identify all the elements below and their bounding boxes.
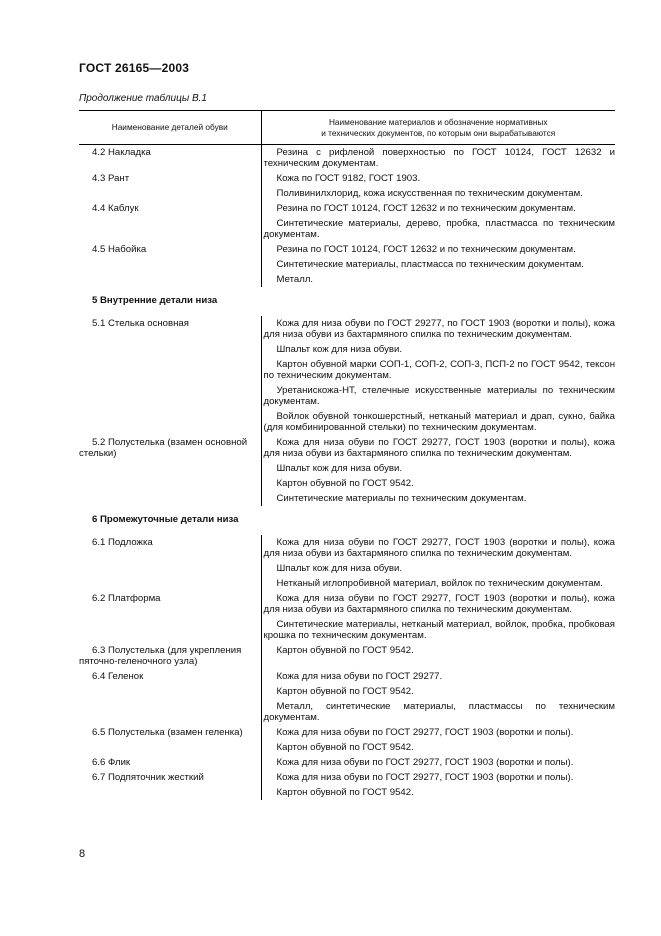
- part-name-cell: 6.1 Подложка: [79, 535, 261, 561]
- table-header-row: [79, 111, 615, 145]
- material-cell: Кожа для низа обуви по ГОСТ 29277, ГОСТ 1903 (воротки и полы), кожа для низа обуви из бахтармяного спилка по техническим документам.: [263, 593, 615, 615]
- material-cell: Картон обувной по ГОСТ 9542.: [276, 645, 414, 656]
- part-name-cell: [79, 461, 261, 476]
- part-name-cell: 4.5 Набойка: [79, 242, 261, 257]
- part-name-cell: 6.2 Платформа: [79, 591, 261, 617]
- part-name-cell: [79, 272, 261, 287]
- material-cell: Шпальт кож для низа обуви.: [276, 563, 402, 574]
- table-row: [79, 684, 615, 699]
- part-name-cell: [79, 383, 261, 409]
- material-cell: Нетканый иглопробивной материал, войлок по техническим документам.: [276, 578, 603, 589]
- table-row: [79, 357, 615, 383]
- part-name-cell: 6.7 Подпяточник жесткий: [79, 770, 261, 785]
- material-cell: Шпальт кож для низа обуви.: [276, 463, 402, 474]
- part-name-cell: 4.4 Каблук: [79, 201, 261, 216]
- table-continuation-caption: Продолжение таблицы В.1: [79, 93, 207, 104]
- part-name-cell: [79, 216, 261, 242]
- part-name-cell: 5.2 Полустелька (взамен основной стельки): [79, 435, 261, 461]
- materials-table: [79, 110, 615, 800]
- part-name-cell: 5.1 Стелька основная: [79, 316, 261, 342]
- part-name-cell: [79, 491, 261, 506]
- table-row: [79, 201, 615, 216]
- table-row: [79, 755, 615, 770]
- part-name-cell: [79, 186, 261, 201]
- part-name-cell: [79, 357, 261, 383]
- table-row: [79, 461, 615, 476]
- section-heading-row: [79, 287, 615, 316]
- page-number: 8: [79, 848, 86, 860]
- part-name-cell: [79, 257, 261, 272]
- section-heading-row: [79, 506, 615, 535]
- section-heading: 5 Внутренние детали низа: [92, 295, 218, 306]
- column-header-materials-line1: Наименование материалов и обозначение нормативных: [328, 116, 548, 127]
- material-cell: Синтетические материалы, пластмасса по техническим документам.: [276, 259, 584, 270]
- part-name-cell: [79, 740, 261, 755]
- material-cell: Резина по ГОСТ 10124, ГОСТ 12632 и по техническим документам.: [276, 244, 576, 255]
- table-row: [79, 476, 615, 491]
- table-row: [79, 435, 615, 461]
- material-cell: Металл.: [276, 274, 314, 285]
- section-heading: 6 Промежуточные детали низа: [92, 514, 239, 525]
- table-row: [79, 725, 615, 740]
- material-cell: Синтетические материалы по техническим документам.: [276, 493, 527, 504]
- table-row: [79, 785, 615, 800]
- table-row: [79, 186, 615, 201]
- table-row: [79, 591, 615, 617]
- material-cell: Картон обувной по ГОСТ 9542.: [276, 787, 414, 798]
- table-row: [79, 617, 615, 643]
- table-row: [79, 342, 615, 357]
- part-name-cell: [79, 561, 261, 576]
- table-row: [79, 383, 615, 409]
- column-header-parts: Наименование деталей обуви: [79, 111, 261, 145]
- part-name-cell: [79, 699, 261, 725]
- part-name-cell: 6.3 Полустелька (для укрепления пяточно-геленочного узла): [79, 643, 261, 669]
- table-body: [79, 145, 615, 801]
- part-name-cell: 6.6 Флик: [79, 755, 261, 770]
- part-name-cell: 6.5 Полустелька (взамен геленка): [79, 725, 261, 740]
- material-cell: Поливинилхлорид, кожа искусственная по техническим документам.: [276, 188, 583, 199]
- table-row: [79, 491, 615, 506]
- column-header-materials: [261, 111, 615, 145]
- material-cell: Уретанискожа-НТ, стелечные искусственные материалы по техническим документам.: [263, 385, 615, 407]
- table-row: [79, 669, 615, 684]
- table-row: [79, 216, 615, 242]
- material-cell: Резина с рифленой поверхностью по ГОСТ 10124, ГОСТ 12632 и техническим документам.: [263, 147, 615, 169]
- material-cell: Войлок обувной тонкошерстный, нетканый материал и драп, сукно, байка (для комбинированной стельки) по техническим документам.: [263, 411, 615, 433]
- part-name-cell: [79, 409, 261, 435]
- material-cell: Синтетические материалы, нетканый материал, войлок, пробка, пробковая крошка по техническим документам.: [263, 619, 615, 641]
- part-name-cell: [79, 785, 261, 800]
- part-name-cell: [79, 476, 261, 491]
- table-row: [79, 272, 615, 287]
- material-cell: Кожа для низа обуви по ГОСТ 29277, ГОСТ 1903 (воротки и полы).: [276, 757, 574, 768]
- material-cell: Кожа для низа обуви по ГОСТ 29277, ГОСТ 1903 (воротки и полы).: [276, 727, 574, 738]
- table-row: [79, 770, 615, 785]
- material-cell: Кожа для низа обуви по ГОСТ 29277, по ГОСТ 1903 (воротки и полы), кожа для низа обуви из бахтармяного спилка по техническим документам.: [263, 318, 615, 340]
- material-cell: Кожа для низа обуви по ГОСТ 29277, ГОСТ 1903 (воротки и полы), кожа для низа обуви из бахтармяного спилка по техническим документам.: [263, 437, 615, 459]
- document-code: ГОСТ 26165—2003: [79, 61, 190, 75]
- material-cell: Резина по ГОСТ 10124, ГОСТ 12632 и по техническим документам.: [276, 203, 576, 214]
- column-header-materials-line2: и технических документов, по которым они вырабатываются: [321, 127, 556, 138]
- table-row: [79, 145, 615, 172]
- table-row: [79, 171, 615, 186]
- table-row: [79, 561, 615, 576]
- part-name-cell: [79, 576, 261, 591]
- table-row: [79, 409, 615, 435]
- material-cell: Кожа для низа обуви по ГОСТ 29277, ГОСТ 1903 (воротки и полы), кожа для низа обуви из бахтармяного спилка по техническим документам.: [263, 537, 615, 559]
- material-cell: Кожа по ГОСТ 9182, ГОСТ 1903.: [276, 173, 421, 184]
- table-row: [79, 576, 615, 591]
- part-name-cell: 6.4 Геленок: [79, 669, 261, 684]
- part-name-cell: [79, 342, 261, 357]
- part-name-cell: [79, 684, 261, 699]
- material-cell: Шпальт кож для низа обуви.: [276, 344, 402, 355]
- material-cell: Кожа для низа обуви по ГОСТ 29277, ГОСТ 1903 (воротки и полы).: [276, 772, 574, 783]
- material-cell: Картон обувной марки СОП-1, СОП-2, СОП-3, ПСП-2 по ГОСТ 9542, тексон по техническим документам.: [263, 359, 615, 381]
- table-row: [79, 242, 615, 257]
- material-cell: Картон обувной по ГОСТ 9542.: [276, 478, 414, 489]
- table-row: [79, 316, 615, 342]
- part-name-cell: 4.3 Рант: [79, 171, 261, 186]
- table-row: [79, 699, 615, 725]
- material-cell: Картон обувной по ГОСТ 9542.: [276, 742, 414, 753]
- part-name-cell: 4.2 Накладка: [79, 145, 261, 172]
- table-row: [79, 257, 615, 272]
- table-row: [79, 740, 615, 755]
- material-cell: Синтетические материалы, дерево, пробка, пластмасса по техническим документам.: [263, 218, 615, 240]
- material-cell: Картон обувной по ГОСТ 9542.: [276, 686, 414, 697]
- material-cell: Металл, синтетические материалы, пластмассы по техническим документам.: [263, 701, 615, 723]
- table-row: [79, 535, 615, 561]
- material-cell: Кожа для низа обуви по ГОСТ 29277.: [276, 671, 443, 682]
- part-name-cell: [79, 617, 261, 643]
- table-row: [79, 643, 615, 669]
